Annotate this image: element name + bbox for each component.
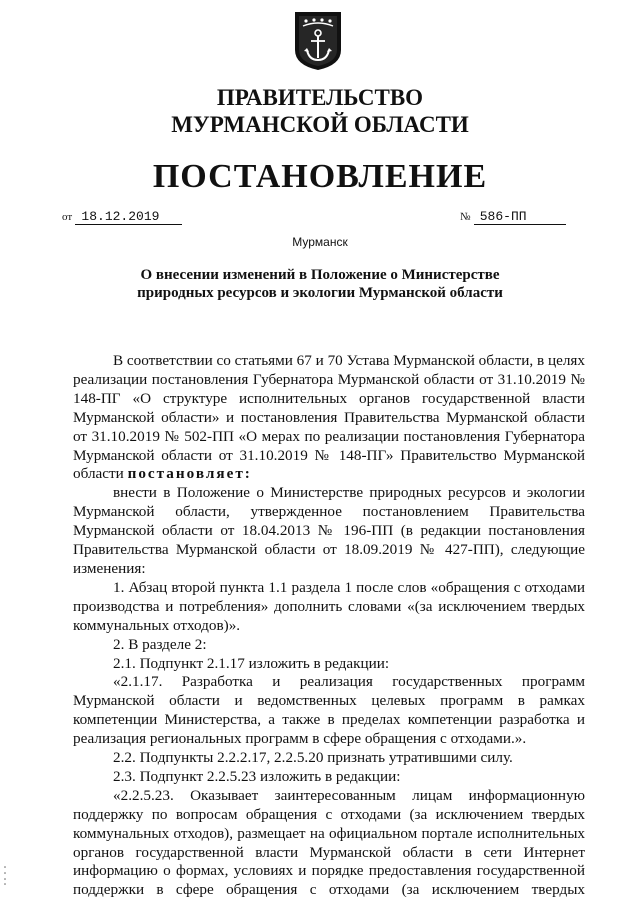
city-name: Мурманск [292, 235, 348, 249]
item-2-paragraph: 2. В разделе 2: [113, 635, 207, 653]
document-type: ПОСТАНОВЛЕНИЕ [152, 158, 488, 195]
coat-of-arms-emblem [293, 10, 343, 72]
preamble-paragraph [73, 352, 585, 484]
amendment-intro-paragraph: внести в Положение о Министерстве природных ресурсов и экологии Мурманской области, утвержденное постановлением Правительства Мурманской области от 18.04.2013 № 196-ПП (в редакции постановления Правительства Мурманской области от 18.09.2019 № 427-ПП), следующие изменения: [73, 484, 585, 577]
item-2-2-5-23-text: «2.2.5.23. Оказывает заинтересованным лицам информационную поддержку по вопросам обращения с отходами (за исключением твердых коммунальных отходов), размещает на официальном портале исполнительных органов государственной власти Мурманской области в сети Интернет информацию о формах, условиях и порядке предоставления государственной поддержки в сфере обращения с отходами (за исключением твердых [73, 786, 585, 899]
scan-margin-marks [4, 865, 6, 885]
document-body [73, 352, 585, 900]
organization-name [0, 84, 640, 138]
resolves-word: постановляет: [127, 465, 252, 483]
organization-line-2: МУРМАНСКОЙ ОБЛАСТИ [171, 112, 469, 137]
title-line-2: природных ресурсов и экологии Мурманской области [137, 285, 503, 301]
number-field [460, 208, 566, 225]
date-value: 18.12.2019 [75, 209, 182, 225]
item-2-2-paragraph: 2.2. Подпункты 2.2.2.17, 2.2.5.20 признать утратившими силу. [113, 749, 513, 767]
date-prefix: от [62, 211, 73, 223]
item-2-3-paragraph: 2.3. Подпункт 2.2.5.23 изложить в редакции: [113, 767, 401, 785]
title-line-1: О внесении изменений в Положение о Министерстве [140, 267, 500, 283]
date-field [62, 208, 182, 225]
document-title [0, 266, 640, 302]
preamble-text: В соответствии со статьями 67 и 70 Устава Мурманской области, в целях реализации постановления Губернатора Мурманской области от 31.10.2019 № 148-ПГ «О структуре исполнительных органов государственной власти Мурманской области» и постановления Правительства Мурманской области от 31.10.2019 № 502-ПП «О мерах по реализации постановления Губернатора Мурманской области от 31.10.2019 № 148-ПГ» Правительство Мурманской области [73, 352, 585, 483]
number-prefix: № [460, 211, 471, 223]
item-2-1-17-text: «2.1.17. Разработка и реализация государственных программ Мурманской области и ведомственных целевых программ в рамках компетенции Министерства, а также в пределах компетенции разработка и реализация региональных программ в сфере обращения с отходами.». [73, 673, 585, 748]
number-value: 586-ПП [474, 209, 566, 225]
item-1-paragraph: 1. Абзац второй пункта 1.1 раздела 1 после слов «обращения с отходами производства и потребления» дополнить словами «(за исключением твердых коммунальных отходов)». [73, 578, 585, 634]
item-2-1-paragraph: 2.1. Подпункт 2.1.17 изложить в редакции: [113, 654, 390, 672]
organization-line-1: ПРАВИТЕЛЬСТВО [216, 85, 424, 110]
